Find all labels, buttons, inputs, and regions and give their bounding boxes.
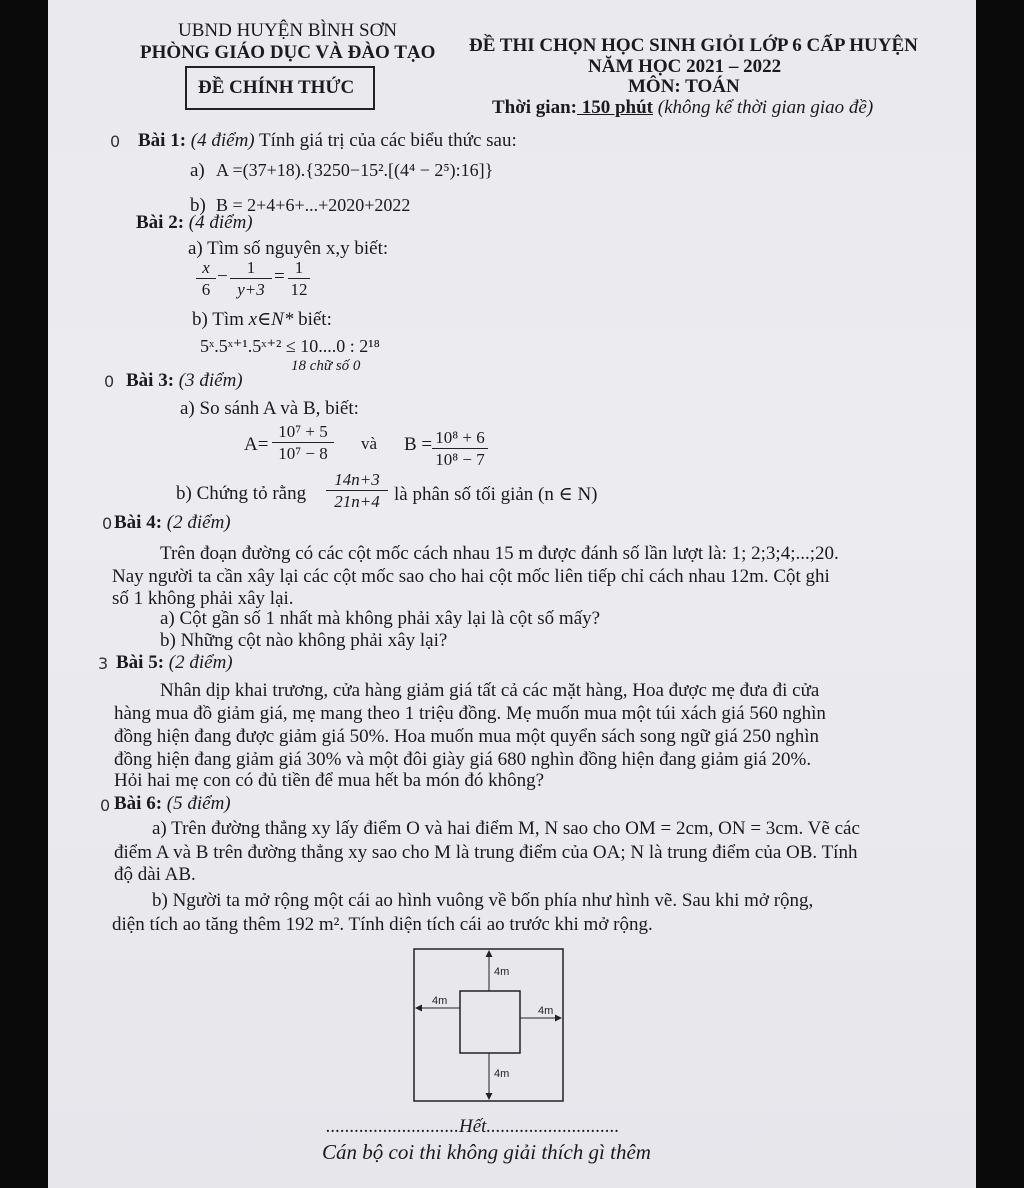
bai6-title: Bài 6: <box>114 793 163 814</box>
bai3-b-tail: là phân số tối giản (n ∈ N) <box>394 484 598 505</box>
bai6-heading <box>114 793 231 815</box>
bai3-fraction-A <box>272 422 334 465</box>
bai5-line2: hàng mua đồ giảm giá, mẹ mang theo 1 triệu đồng. Mẹ muốn mua một túi xách giá 560 nghìn <box>114 703 826 724</box>
frac-den: 10⁷ − 8 <box>278 444 328 463</box>
handwritten-mark: 0 <box>104 372 115 391</box>
bai1-heading <box>138 130 517 152</box>
bai4-question-a: a) Cột gần số 1 nhất mà không phải xây lại là cột số mấy? <box>160 608 601 629</box>
frac-den: 6 <box>201 280 211 299</box>
bai2-heading <box>136 212 253 234</box>
bai2-b-line <box>192 308 332 331</box>
bai5-points: (2 điểm) <box>164 652 233 673</box>
bai2-fraction-x-6 <box>196 258 216 301</box>
bai3-A-label: A= <box>244 434 269 455</box>
bai3-points: (3 điểm) <box>174 370 243 391</box>
bai2-points: (4 điểm) <box>184 212 253 233</box>
bai2-b-set: x∈N* <box>248 309 294 330</box>
label-top: 4m <box>494 966 510 978</box>
frac-num: 14n+3 <box>326 470 388 491</box>
bai5-title: Bài 5: <box>116 652 165 673</box>
bai1-title: Bài 1: <box>138 130 187 151</box>
exam-title: ĐỀ THI CHỌN HỌC SINH GIỎI LỚP 6 CẤP HUYỆN <box>469 35 918 56</box>
time-value: 150 phút <box>576 97 653 118</box>
bai2-b-note: 18 chữ số 0 <box>291 358 361 374</box>
bai1-prompt: Tính giá trị của các biểu thức sau: <box>254 130 517 151</box>
proctor-note: Cán bộ coi thi không giải thích gì thêm <box>322 1140 651 1164</box>
bai1-b-expression: B = 2+4+6+...+2020+2022 <box>216 195 411 215</box>
bai6-a-line2: điểm A và B trên đường thẳng xy sao cho M là trung điểm của OA; N là trung điểm của OB. Tính <box>114 842 858 863</box>
bai4-line1: Trên đoạn đường có các cột mốc cách nhau 15 m được đánh số lần lượt là: 1; 2;3;4;...;20. <box>160 543 839 564</box>
time-label: Thời gian: <box>492 97 577 118</box>
frac-den: 21n+4 <box>334 492 380 511</box>
bai3-fraction-B <box>432 428 488 471</box>
frac-num: 10⁷ + 5 <box>272 422 334 443</box>
bai2-b-expression: 5ˣ.5ˣ⁺¹.5ˣ⁺² ≤ 10....0 : 2¹⁸ <box>200 336 380 356</box>
frac-num: 10⁸ + 6 <box>432 428 488 449</box>
bai5-heading <box>116 652 233 674</box>
bai5-line3: đồng hiện đang được giảm giá 50%. Hoa muốn mua một quyển sách song ngữ giá 250 nghìn <box>114 726 820 747</box>
bai6-points: (5 điểm) <box>162 793 231 814</box>
handwritten-mark: 0 <box>110 132 121 151</box>
exam-paper <box>48 0 976 1188</box>
bai5-line5: Hỏi hai mẹ con có đủ tiền để mua hết ba món đó không? <box>114 770 545 791</box>
bai3-B-label: B = <box>404 434 433 455</box>
time-line <box>492 97 873 119</box>
bai2-a-text: a) Tìm số nguyên x,y biết: <box>188 238 389 259</box>
frac-num: 1 <box>230 258 272 279</box>
bai3-fraction-n <box>326 470 388 513</box>
inner-square <box>460 991 520 1053</box>
minus-sign: − <box>217 266 228 287</box>
bai3-heading <box>126 370 243 392</box>
official-label: ĐỀ CHÍNH THỨC <box>198 77 355 98</box>
bai2-title: Bài 2: <box>136 212 185 233</box>
bai2-b-tail: biết: <box>293 309 332 330</box>
bai3-a-text: a) So sánh A và B, biết: <box>180 398 359 419</box>
bai1-points: (4 điểm) <box>186 130 255 151</box>
bai3-title: Bài 3: <box>126 370 175 391</box>
district-name: UBND HUYỆN BÌNH SƠN <box>178 20 398 41</box>
bai4-title: Bài 4: <box>114 512 163 533</box>
bai3-and: và <box>361 434 378 453</box>
bai1-a-expression: A =(37+18).{3250−15².[(4⁴ − 2⁵):16]} <box>216 160 494 180</box>
end-marker: ............................Hết............................ <box>326 1116 620 1137</box>
label-right: 4m <box>538 1005 554 1017</box>
handwritten-mark: 0 <box>102 514 113 533</box>
label-bottom: 4m <box>494 1068 510 1080</box>
department-name: PHÒNG GIÁO DỤC VÀ ĐÀO TẠO <box>140 42 436 63</box>
bai4-heading <box>114 512 231 534</box>
equals-sign: = <box>274 266 285 287</box>
frac-num: 1 <box>288 258 310 279</box>
frac-den: 12 <box>290 280 308 299</box>
bai6-a-line1: a) Trên đường thẳng xy lấy điểm O và hai điểm M, N sao cho OM = 2cm, ON = 3cm. Vẽ các <box>152 818 860 839</box>
frac-den: y+3 <box>237 280 265 299</box>
subject: MÔN: TOÁN <box>628 76 740 97</box>
handwritten-mark: 0 <box>100 796 111 815</box>
bai3-b-text: b) Chứng tỏ rằng <box>176 483 307 504</box>
bai5-line1: Nhân dịp khai trương, cửa hàng giảm giá tất cả các mặt hàng, Hoa được mẹ đưa đi cửa <box>160 680 820 701</box>
frac-num: x <box>196 258 216 279</box>
bai6-a-line3: độ dài AB. <box>114 864 196 885</box>
bai4-line2: Nay người ta cần xây lại các cột mốc sao cho hai cột mốc liên tiếp chỉ cách nhau 12m. Cột ghi <box>112 566 830 587</box>
frac-den: 10⁸ − 7 <box>435 450 485 469</box>
label-left: 4m <box>432 995 448 1007</box>
bai6-b-line1: b) Người ta mở rộng một cái ao hình vuông về bốn phía như hình vẽ. Sau khi mở rộng, <box>152 890 814 911</box>
bai2-b-text: b) Tìm <box>192 309 249 330</box>
bai1-b-label: b) <box>190 195 206 216</box>
school-year: NĂM HỌC 2021 – 2022 <box>588 56 782 77</box>
bai4-line3: số 1 không phải xây lại. <box>112 588 294 609</box>
pond-figure <box>408 946 568 1102</box>
bai5-line4: đồng hiện đang giảm giá 30% và một đôi giày giá 680 nghìn đồng hiện đang giảm giá 20%. <box>114 749 812 770</box>
handwritten-mark: 3 <box>98 654 109 673</box>
bai6-b-line2: diện tích ao tăng thêm 192 m². Tính diện tích cái ao trước khi mở rộng. <box>112 914 653 935</box>
time-note: (không kể thời gian giao đề) <box>653 97 874 118</box>
bai4-points: (2 điểm) <box>162 512 231 533</box>
bai2-fraction-1-y3 <box>230 258 272 301</box>
bai2-fraction-1-12 <box>288 258 310 301</box>
bai4-question-b: b) Những cột nào không phải xây lại? <box>160 630 448 651</box>
bai1-a-label: a) <box>190 160 205 181</box>
